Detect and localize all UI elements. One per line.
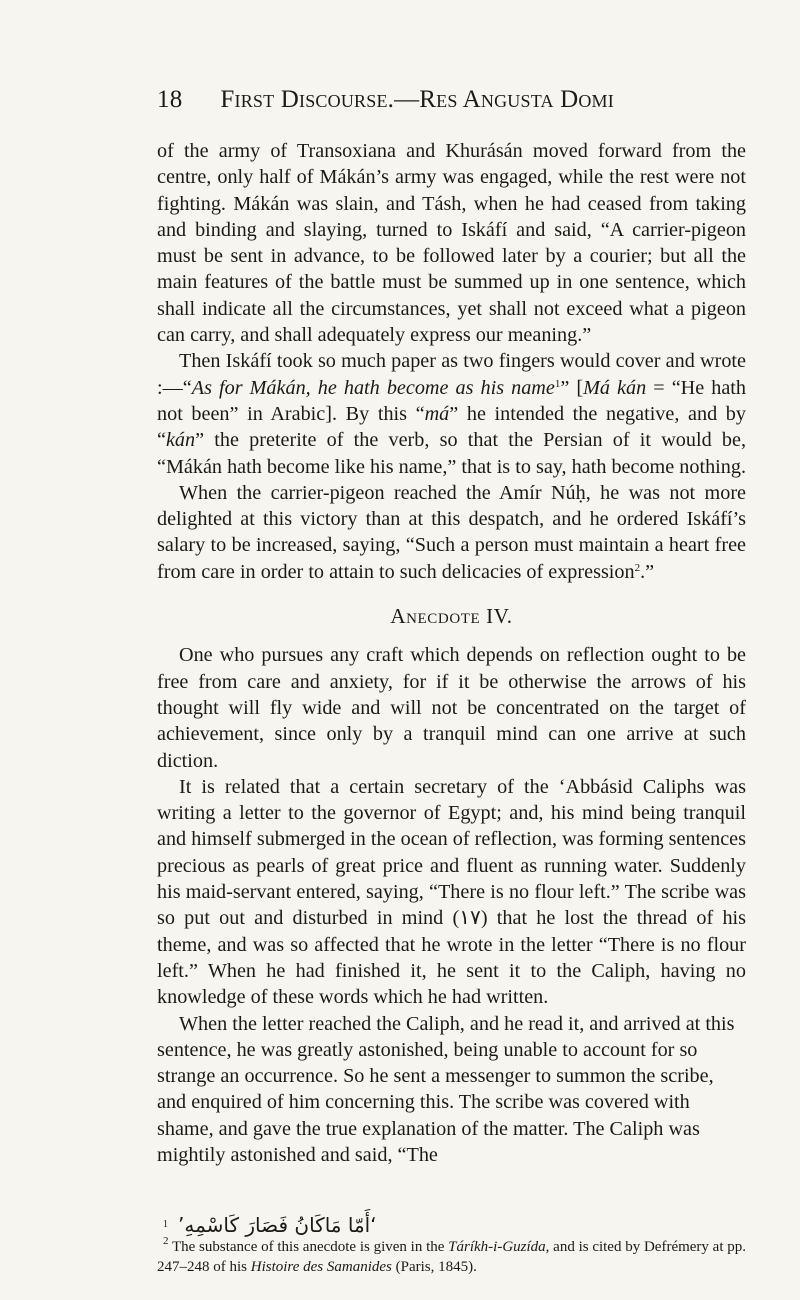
page-number: 18 (157, 86, 183, 113)
text-run: .” (640, 560, 655, 583)
text-line: all the circumstances, yet shall not exceed what a pigeon can (157, 297, 747, 347)
footnote-1 (163, 1215, 746, 1235)
footnote-ref-1[interactable]: 1 (554, 377, 561, 390)
footnote-2-number: 2 (163, 1235, 169, 1247)
text-line: and said, “A carrier-pigeon must be sent in advance, to be (157, 218, 747, 268)
text-line: carry, and shall adequately express our meaning.” (190, 324, 592, 347)
italic-title: Histoire des Samanides (250, 1259, 392, 1275)
text-line: followed later by a courier; but all the main features of the (157, 245, 747, 294)
text-run: = “He hath not been” in Arabic]. By this “ (157, 376, 746, 425)
text-run: ” he intended the negative, and by “ (157, 402, 746, 452)
text-run: When the carrier-pigeon reached the Amír Núḥ, he was not more delighted at this victory than at this despatch, and he ordered Iskáfí’s salary to be increased, saying, “Such a person must maintain a heart free from care in order to attain to such delicacies of expression (157, 481, 746, 583)
text-run: It is related that a certain secretary of the ‘Abbásid Caliphs was writing a letter to the governor of Egypt; and, his mind being tranquil and himself submerged in the ocean of reflection, was forming sentences precious as pearls of great price and fluent as running water. Suddenly his maid-servant entered, saying, “There is no flour left.” The scribe was so put out and disturbed in mind ( (157, 775, 746, 930)
text-run: ” [ (560, 376, 584, 399)
text-line: of the army of Transoxiana and Khurásán moved forward from (157, 140, 712, 162)
paragraph-iskafi-despatch (157, 348, 746, 479)
text-run: (Paris, 1845). (391, 1259, 477, 1275)
paragraph-secretary (157, 774, 746, 1011)
original-page-marker: ١٧ (459, 907, 481, 930)
text-line: ceased from taking and binding and slaying, turned to Iskáfí (157, 192, 746, 241)
paragraph-amir-nuh (157, 480, 746, 585)
footnotes (157, 1215, 746, 1277)
section-heading: Anecdote IV. (390, 604, 513, 629)
footnote-2 (157, 1237, 746, 1277)
italic-quote: As for Mákán, he hath become as his name (191, 376, 555, 399)
text-run: ) that he lost the thread of his theme, and was so affected that he wrote in the letter “There is no flour left.” When he had finished it, he sent it to the Caliph, having no knowledge of these words which he had written. (157, 907, 746, 1009)
running-title: First Discourse.—Res Angusta Domi (220, 86, 614, 113)
footnote-1-arabic: ‘أَمّا مَاكَانُ فَصَارَ كَاسْمِهِ’ (178, 1213, 377, 1237)
paragraph-continuation (157, 138, 746, 348)
text-run: ” the preterite of the verb, so that the Persian of it would be, “Mákán hath become like his name,” that is to say, hath become nothing. (157, 429, 747, 478)
italic-term: kán (165, 429, 196, 452)
italic-term: má (424, 402, 450, 425)
italic-title: Táríkh-i-Guzída (448, 1239, 546, 1255)
italic-term: Má kán (583, 376, 647, 399)
text-run: Then Iskáfí took so much paper as two fingers would cover and wrote :—“ (157, 350, 746, 399)
paragraph-reflection: One who pursues any craft which depends on reflection ought to be free from care and anxiety, for if it be otherwise the arrows of his thought will fly wide and will not be concentrated on the target of achievement, since only by a tranquil mind can one arrive at such diction. (157, 644, 746, 772)
text-run: The substance of this anecdote is given in the (168, 1239, 449, 1255)
text-line: rest were not fighting. Mákán was slain, and Tásh, when he had (157, 166, 747, 215)
footnote-ref-2[interactable]: 2 (634, 561, 641, 574)
footnote-1-number: 1 (163, 1219, 168, 1230)
running-header (157, 86, 717, 114)
text-line: battle must be summed up in one sentence, which shall indicate (157, 271, 747, 320)
paragraph-caliph: When the letter reached the Caliph, and he read it, and arrived at this sentence, he was greatly astonished, being unable to account for so strange an occurrence. So he sent a messenger to summon the scribe, and enquired of him concerning this. The scribe was covered with shame, and gave the true explanation of the matter. The Caliph was mightily astonished and said, “The (157, 1012, 735, 1166)
text-line: the centre, only half of Mákán’s army was engaged, while the (157, 140, 747, 189)
body-text (157, 138, 746, 1168)
text-run: , and is cited by Defrémery at pp. 247–248 of his (157, 1239, 747, 1275)
